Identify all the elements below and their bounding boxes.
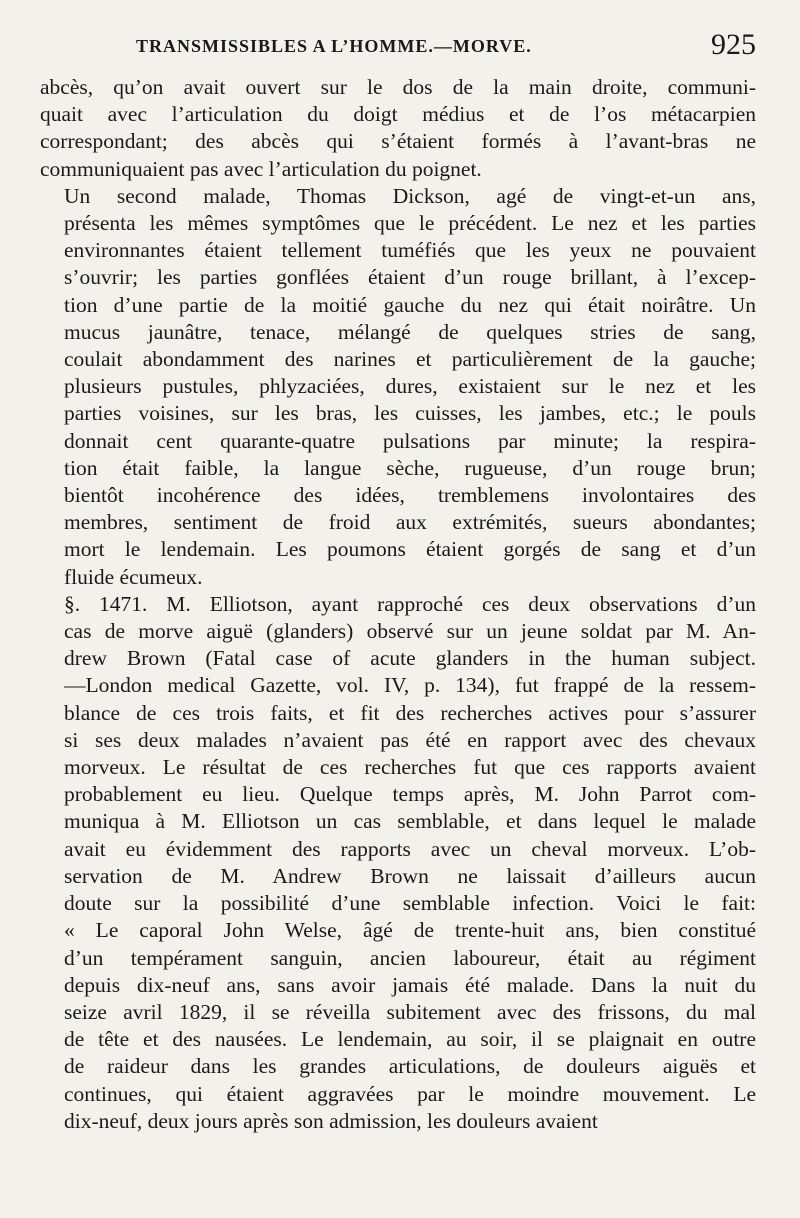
text-line: s’ouvrir; les parties gonflées étaient d’un rouge brillant, à l’excep- bbox=[64, 265, 756, 290]
text-line: de raideur dans les grandes articulations, de douleurs aiguës et bbox=[64, 1054, 756, 1079]
running-head bbox=[40, 28, 756, 74]
text-line: bientôt incohérence des idées, tremblemens involontaires des bbox=[64, 483, 756, 508]
text-line: si ses deux malades n’avaient pas été en rapport avec des chevaux bbox=[64, 727, 756, 752]
text-line: abcès, qu’on avait ouvert sur le dos de la main droite, communi- bbox=[40, 75, 756, 99]
text-line: mort le lendemain. Les poumons étaient gorgés de sang et d’un bbox=[64, 537, 756, 562]
text-line: cas de morve aiguë (glanders) observé sur un jeune soldat par M. An- bbox=[64, 619, 756, 644]
text-line: tion d’une partie de la moitié gauche du nez qui était noirâtre. Un bbox=[64, 292, 756, 317]
text-line: environnantes étaient tellement tuméfiés que les yeux ne pouvaient bbox=[64, 238, 756, 263]
text-line: dix-neuf, deux jours après son admission, les douleurs avaient bbox=[64, 1108, 598, 1133]
text-line: continues, qui étaient aggravées par le moindre mouvement. Le bbox=[64, 1081, 756, 1106]
text-line: Un second malade, Thomas Dickson, agé de vingt-et-un ans, bbox=[64, 183, 756, 208]
text-line: « Le caporal John Welse, âgé de trente-huit ans, bien constitué bbox=[64, 918, 756, 943]
text-line: avait eu évidemment des rapports avec un cheval morveux. L’ob- bbox=[64, 836, 756, 861]
text-line: doute sur la possibilité d’une semblable infection. Voici le fait: bbox=[64, 891, 756, 916]
page-number: 925 bbox=[711, 28, 756, 61]
text-line: tion était faible, la langue sèche, rugueuse, d’un rouge brun; bbox=[64, 455, 756, 480]
text-line: muniqua à M. Elliotson un cas semblable, et dans lequel le malade bbox=[64, 809, 756, 834]
text-line: membres, sentiment de froid aux extrémités, sueurs abondantes; bbox=[64, 510, 756, 535]
text-line: drew Brown (Fatal case of acute glanders in the human subject. bbox=[64, 646, 756, 671]
text-line: communiquaient pas avec l’articulation du poignet. bbox=[40, 156, 482, 181]
text-line: §. 1471. M. Elliotson, ayant rapproché ces deux observations d’un bbox=[64, 591, 756, 616]
text-line: seize avril 1829, il se réveilla subitement avec des frissons, du mal bbox=[64, 999, 756, 1024]
text-line: correspondant; des abcès qui s’étaient formés à l’avant-bras ne bbox=[40, 129, 756, 154]
text-line: depuis dix-neuf ans, sans avoir jamais été malade. Dans la nuit du bbox=[64, 972, 756, 997]
text-line: —London medical Gazette, vol. IV, p. 134), fut frappé de la ressem- bbox=[64, 673, 756, 698]
text-line: morveux. Le résultat de ces recherches fut que ces rapports avaient bbox=[64, 755, 756, 780]
text-line: fluide écumeux. bbox=[64, 564, 203, 589]
text-line: quait avec l’articulation du doigt médius et de l’os métacarpien bbox=[40, 102, 756, 127]
text-line: donnait cent quarante-quatre pulsations par minute; la respira- bbox=[64, 428, 756, 453]
text-line: de tête et des nausées. Le lendemain, au soir, il se plaignait en outre bbox=[64, 1027, 756, 1052]
paragraph-2 bbox=[40, 183, 756, 591]
text-line: coulait abondamment des narines et particulièrement de la gauche; bbox=[64, 347, 756, 372]
text-line: probablement eu lieu. Quelque temps après, M. John Parrot com- bbox=[64, 782, 756, 807]
text-line: d’un tempérament sanguin, ancien laboureur, était au régiment bbox=[64, 945, 756, 970]
text-line: servation de M. Andrew Brown ne laissait d’ailleurs aucun bbox=[64, 863, 756, 888]
paragraph-1 bbox=[40, 74, 756, 183]
text-line: blance de ces trois faits, et fit des recherches actives pour s’assurer bbox=[64, 700, 756, 725]
body-text bbox=[40, 74, 756, 1135]
text-line: parties voisines, sur les bras, les cuisses, les jambes, etc.; le pouls bbox=[64, 401, 756, 426]
running-title: TRANSMISSIBLES A L’HOMME.—MORVE. bbox=[136, 36, 532, 56]
paragraph-3 bbox=[40, 591, 756, 1135]
text-line: mucus jaunâtre, tenace, mélangé de quelques stries de sang, bbox=[64, 319, 756, 344]
text-line: plusieurs pustules, phlyzaciées, dures, existaient sur le nez et les bbox=[64, 374, 756, 399]
text-line: présenta les mêmes symptômes que le précédent. Le nez et les parties bbox=[64, 211, 756, 236]
